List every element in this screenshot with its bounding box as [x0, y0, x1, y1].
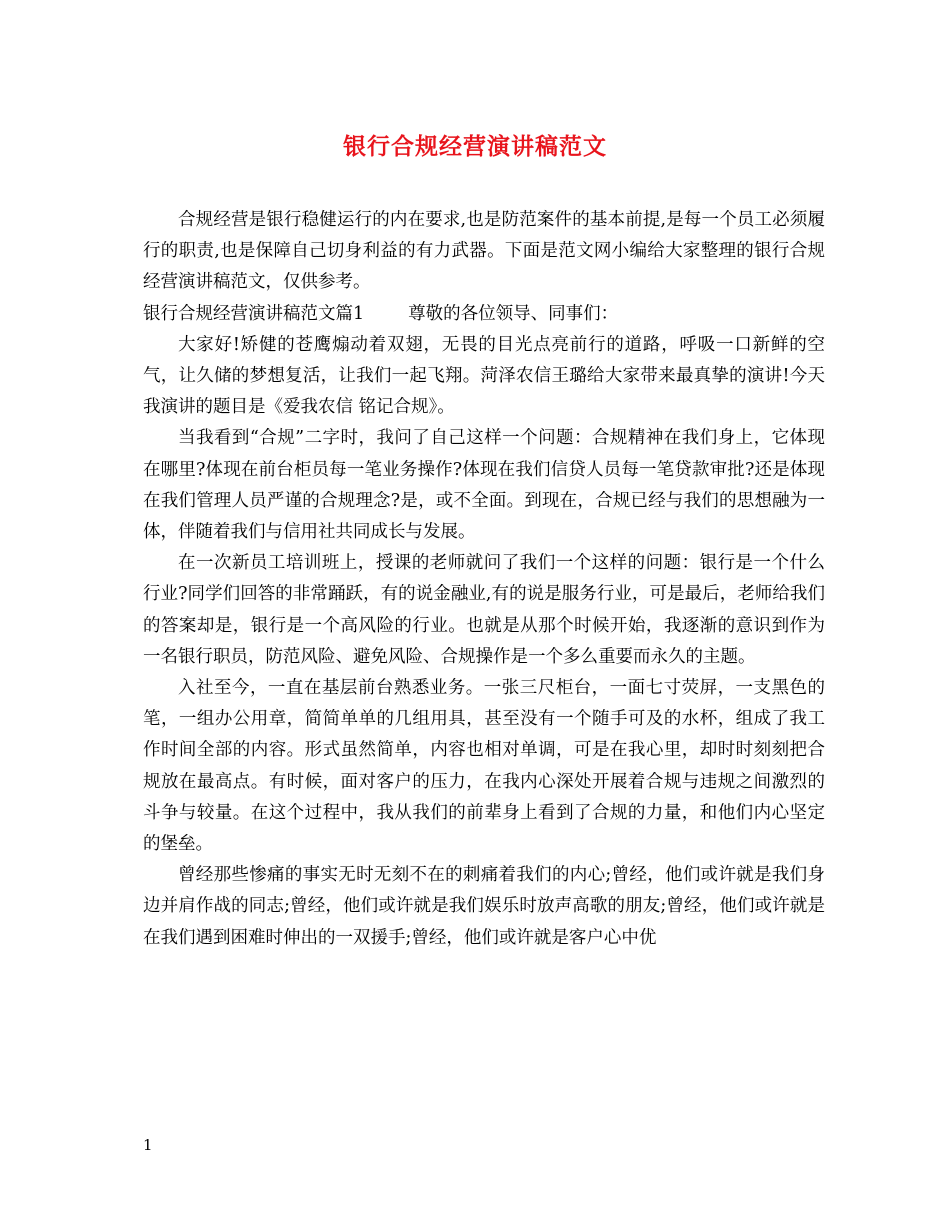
intro-paragraph: 合规经营是银行稳健运行的内在要求,也是防范案件的基本前提,是每一个员工必须履行的职责,也是保障自己切身利益的有力武器。下面是范文网小编给大家整理的银行合规经营演讲稿范文，仅供参考。 — [143, 210, 825, 293]
section-heading-line — [143, 299, 825, 330]
document-body — [143, 205, 825, 954]
body-paragraph: 大家好!矫健的苍鹰煽动着双翅，无畏的目光点亮前行的道路，呼吸一口新鲜的空气，让久储的梦想复活，让我们一起飞翔。菏泽农信王璐给大家带来最真挚的演讲!今天我演讲的题目是《爱我农信 铭记合规》。 — [143, 334, 825, 418]
body-paragraph: 曾经那些惨痛的事实无时无刻不在的刺痛着我们的内心;曾经，他们或许就是我们身边并肩作战的同志;曾经，他们或许就是我们娱乐时放声高歌的朋友;曾经，他们或许就是在我们遇到困难时伸出的一双援手;曾经，他们或许就是客户心中优 — [143, 865, 825, 948]
salutation: 尊敬的各位领导、同事们： — [408, 303, 619, 324]
body-paragraph: 在一次新员工培训班上，授课的老师就问了我们一个这样的问题：银行是一个什么行业?同学们回答的非常踊跃，有的说金融业,有的说是服务行业，可是最后，老师给我们的答案却是，银行是一个高风险的行业。也就是从那个时候开始，我逐渐的意识到作为一名银行职员，防范风险、避免风险、合规操作是一个多么重要而永久的主题。 — [143, 553, 825, 667]
document-title: 银行合规经营演讲稿范文 — [343, 133, 607, 160]
page-number: 1 — [143, 1136, 153, 1154]
body-paragraph: 入社至今，一直在基层前台熟悉业务。一张三尺柜台，一面七寸荧屏，一支黑色的笔，一组办公用章，简简单单的几组用具，甚至没有一个随手可及的水杯，组成了我工作时间全部的内容。形式虽然简单，内容也相对单调，可是在我心里，却时时刻刻把合规放在最高点。有时候，面对客户的压力，在我内心深处开展着合规与违规之间激烈的斗争与较量。在这个过程中，我从我们的前辈身上看到了合规的力量，和他们内心坚定的堡垒。 — [143, 678, 825, 855]
section-heading: 银行合规经营演讲稿范文篇1 — [143, 303, 365, 324]
body-paragraph: 当我看到“合规”二字时，我问了自己这样一个问题：合规精神在我们身上，它体现在哪里?体现在前台柜员每一笔业务操作?体现在我们信贷人员每一笔贷款审批?还是体现在我们管理人员严谨的合规理念?是，或不全面。到现在，合规已经与我们的思想融为一体，伴随着我们与信用社共同成长与发展。 — [143, 428, 825, 543]
